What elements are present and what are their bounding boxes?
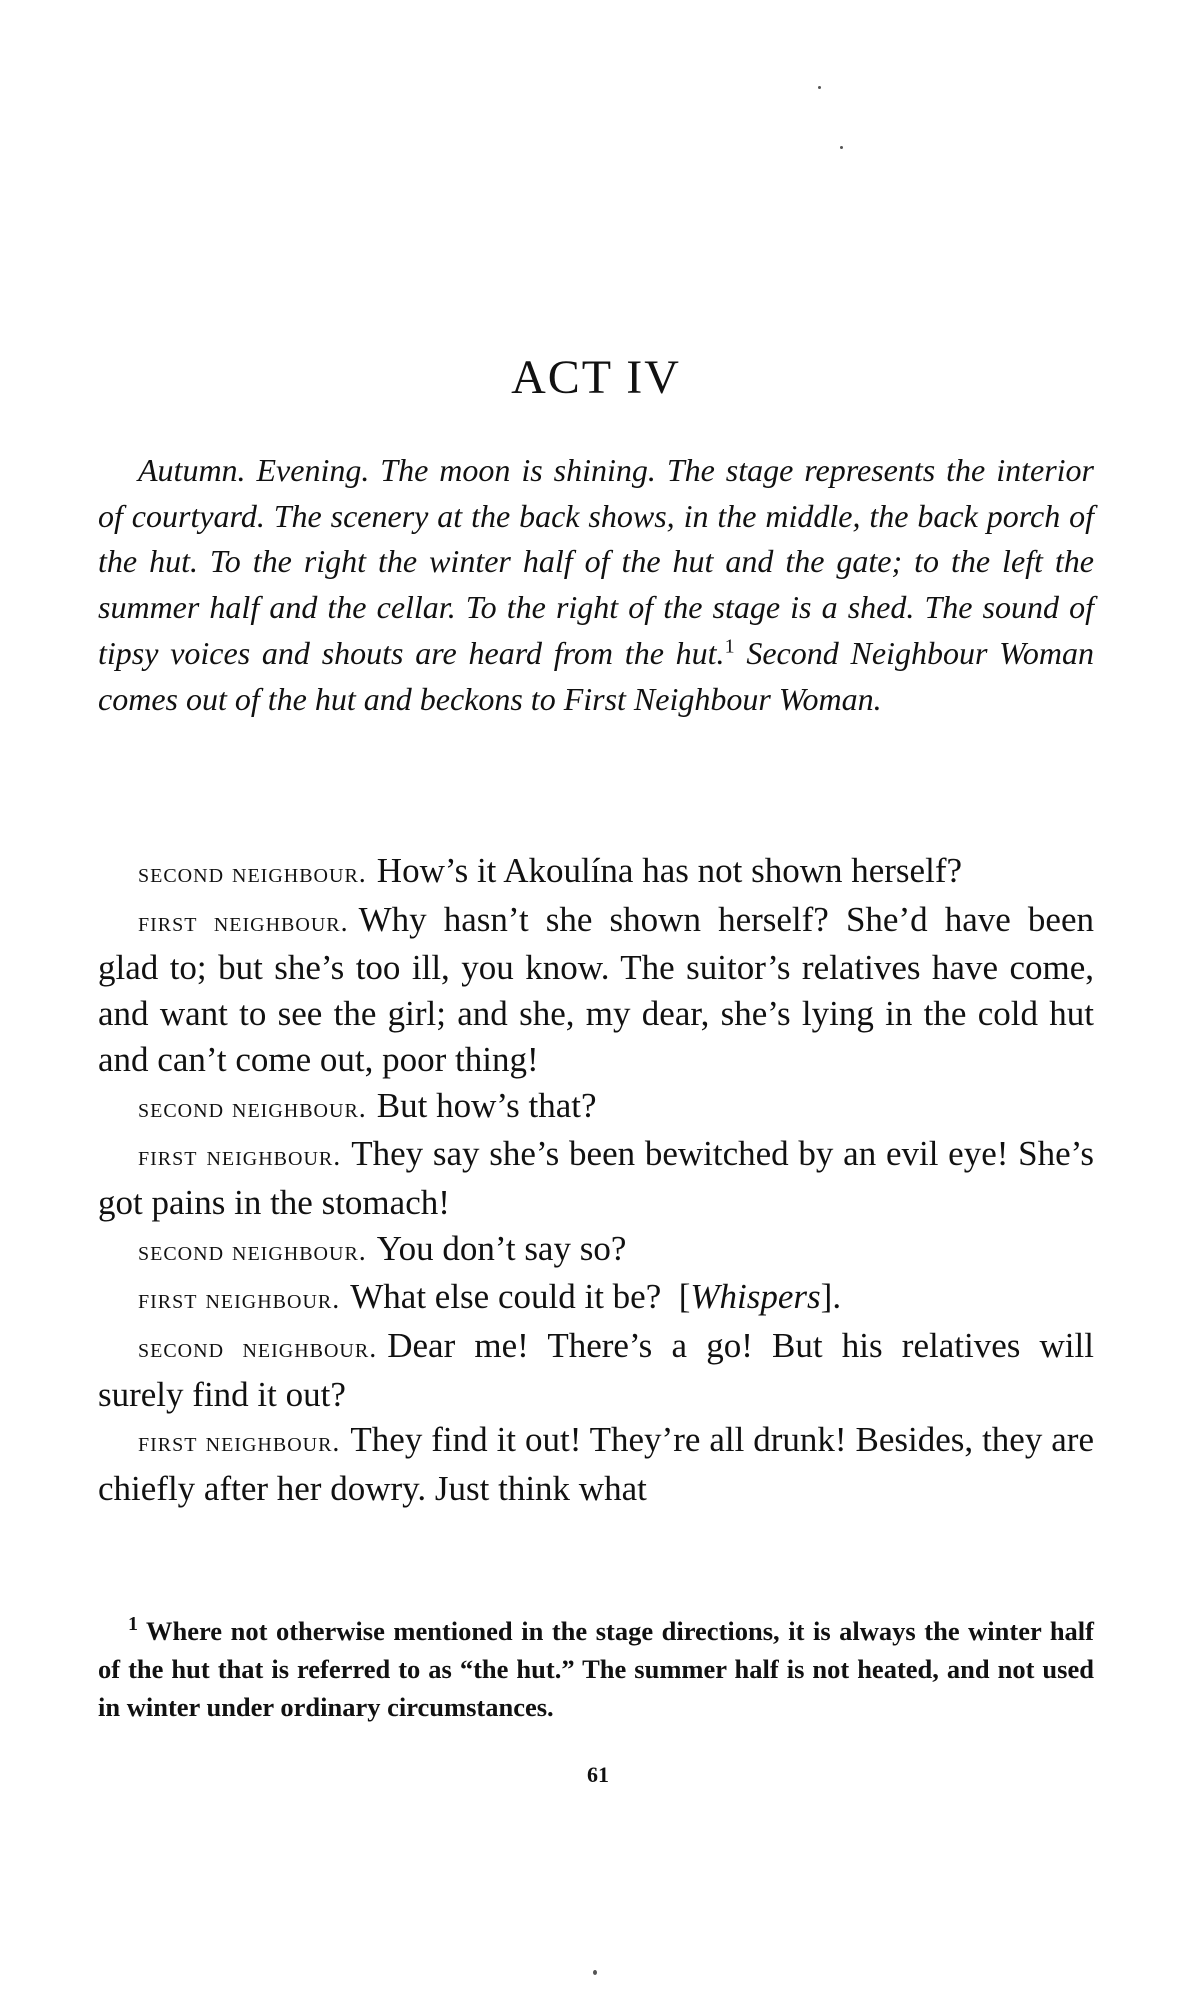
footnote-reference: 1 [724,635,735,658]
speech [98,1131,1094,1225]
speech [98,1323,1094,1417]
footnote-mark: 1 [128,1613,138,1636]
scan-speck [593,1970,597,1975]
speech: first neighbour. What else could it be? [Whispers]. [138,1277,842,1317]
book-page [98,0,1094,2001]
scan-speck [818,86,821,89]
speech-text: Dear me! There’s a go! But his relatives will surely find it out? [98,1326,1094,1414]
stage-direction-continuation: Second Neighbour Woman comes out of the hut and beckons to First Neighbour Woman. [98,634,1095,717]
speech [98,1417,1094,1511]
speaker-name: second neighbour. [138,858,367,889]
speaker-name: second neighbour. [138,1235,367,1267]
speech-text: How’s it Akoulína has not shown herself? [376,851,963,890]
speech [98,848,1094,897]
speech [98,897,1094,1083]
speech [98,1226,1094,1275]
speech-text: You don’t say so? [376,1228,627,1268]
footnote [98,1612,1094,1726]
speech-text: What else could it be? [350,1277,662,1317]
speaker-name: second neighbour. [138,1092,367,1124]
act-title: ACT IV [511,351,681,404]
speech [98,1083,1094,1132]
speech-text: They find it out! They’re all drunk! Besides, they are chiefly after her dowry. Just think what [98,1420,1094,1509]
footnote-text: Where not otherwise mentioned in the stage directions, it is always the winter half of the hut that is referred to as “the hut.” The summer half is not heated, and not used in winter under ordinary circumstances. [98,1616,1094,1722]
stage-direction-text: Autumn. Evening. The moon is shining. The stage represents the interior of courtyard. The scenery at the back shows, in the middle, the back porch of the hut. To the right the winter half of the hut and the gate; to the left the summer half and the cellar. To the right of the stage is a shed. The sound of tipsy voices and shouts are heard from the hut. [98,452,1094,671]
speaker-name: first neighbour. [138,1284,341,1316]
speech-text: They say she’s been bewitched by an evil eye! She’s got pains in the stomach! [98,1134,1094,1222]
scan-speck [840,146,843,149]
stage-direction [98,448,1094,722]
speech-after: . [832,1277,842,1317]
inline-stage-direction: Whispers [690,1277,821,1317]
speaker-name: first neighbour. [138,1141,342,1173]
dialogue [98,848,1094,1512]
speech-text: Why hasn’t she shown herself? She’d have been glad to; but she’s too ill, you know. The suitor’s relatives have come, and want to see the girl; and she, my dear, she’s lying in the cold hut and can’t come out, poor thing! [98,899,1094,1079]
speaker-name: first neighbour. [138,906,349,938]
speaker-name: first neighbour. [138,1427,341,1459]
speaker-name: second neighbour. [138,1333,378,1365]
speech-text: But how’s that? [376,1085,597,1125]
page-number: 61 [587,1762,609,1787]
